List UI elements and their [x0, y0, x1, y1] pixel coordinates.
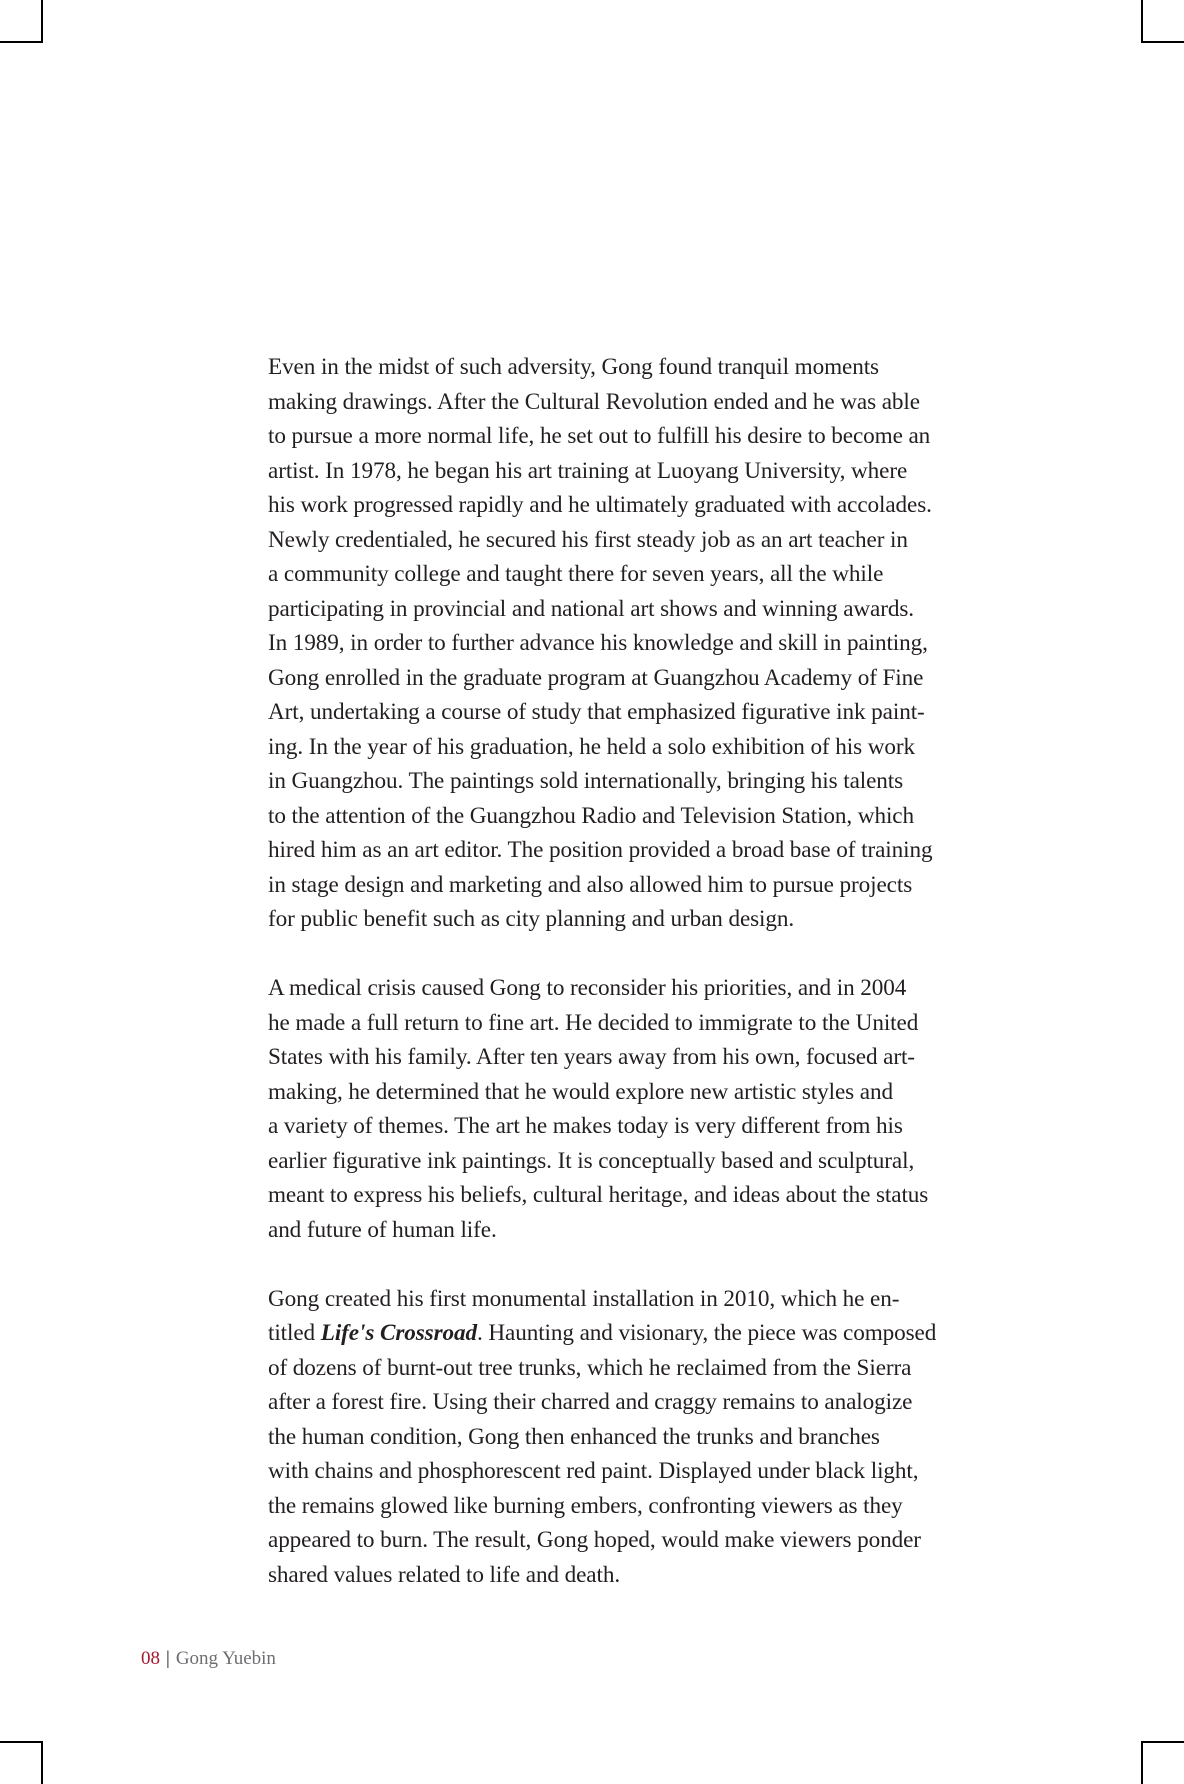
text-line: Art, undertaking a course of study that emphasized figurative ink paint-: [268, 699, 925, 725]
text-line: the remains glowed like burning embers, confronting viewers as they: [268, 1492, 903, 1519]
artwork-title: Life's Crossroad: [320, 1320, 477, 1346]
text-line: Even in the midst of such adversity, Gong found tranquil moments: [268, 354, 879, 380]
paragraph: [268, 971, 1041, 1247]
text-line: earlier figurative ink paintings. It is conceptually based and sculptural,: [268, 1147, 915, 1174]
text-line: Gong enrolled in the graduate program at Guangzhou Academy of Fine: [268, 664, 924, 691]
text-fragment: . Haunting and visionary, the piece was composed: [476, 1320, 937, 1346]
text-line: after a forest fire. Using their charred and craggy remains to analogize: [268, 1389, 913, 1415]
crop-mark-bottom-left: [0, 1741, 43, 1784]
text-line: making drawings. After the Cultural Revolution ended and he was able: [268, 388, 920, 415]
text-line: and future of human life.: [268, 1216, 497, 1243]
text-fragment: titled: [268, 1320, 321, 1346]
text-line: to pursue a more normal life, he set out to fulfill his desire to become an: [268, 423, 931, 449]
text-line: making, he determined that he would explore new artistic styles and: [268, 1078, 893, 1105]
crop-mark-top-left: [0, 0, 43, 43]
crop-mark-bottom-right: [1141, 1741, 1184, 1784]
body-text: [268, 350, 1041, 1627]
text-line: appeared to burn. The result, Gong hoped, would make viewers ponder: [268, 1527, 921, 1553]
running-title: Gong Yuebin: [175, 1648, 276, 1669]
text-line: Gong created his first monumental installation in 2010, which he en-: [268, 1285, 900, 1312]
text-line: a community college and taught there for seven years, all the while: [268, 561, 884, 587]
text-line: in Guangzhou. The paintings sold internationally, bringing his talents: [268, 768, 904, 794]
text-line: ing. In the year of his graduation, he held a solo exhibition of his work: [268, 733, 915, 760]
text-line: meant to express his beliefs, cultural heritage, and ideas about the status: [268, 1182, 929, 1208]
text-line: for public benefit such as city planning and urban design.: [268, 906, 795, 932]
text-line: States with his family. After ten years away from his own, focused art-: [268, 1044, 915, 1070]
paragraph: [268, 350, 1041, 937]
footer-separator: |: [166, 1648, 170, 1669]
text-line: to the attention of the Guangzhou Radio and Television Station, which: [268, 802, 914, 829]
page-footer: [141, 1647, 276, 1671]
text-line: a variety of themes. The art he makes today is very different from his: [268, 1113, 903, 1139]
text-line: In 1989, in order to further advance his knowledge and skill in painting,: [268, 630, 928, 656]
text-line: artist. In 1978, he began his art training at Luoyang University, where: [268, 457, 908, 484]
crop-mark-top-right: [1141, 0, 1184, 43]
text-line: he made a full return to fine art. He decided to immigrate to the United: [268, 1009, 919, 1036]
text-line: shared values related to life and death.: [268, 1561, 621, 1588]
text-line: Newly credentialed, he secured his first steady job as an art teacher in: [268, 526, 908, 553]
page-number: 08: [141, 1648, 160, 1669]
text-line: participating in provincial and national art shows and winning awards.: [268, 595, 914, 622]
text-line: of dozens of burnt-out tree trunks, which he reclaimed from the Sierra: [268, 1354, 912, 1381]
text-line: the human condition, Gong then enhanced the trunks and branches: [268, 1423, 880, 1450]
text-line: with chains and phosphorescent red paint. Displayed under black light,: [268, 1458, 919, 1484]
text-line: [268, 1316, 1041, 1351]
text-line: his work progressed rapidly and he ultimately graduated with accolades.: [268, 492, 932, 518]
text-line: hired him as an art editor. The position provided a broad base of training: [268, 837, 933, 863]
text-line: A medical crisis caused Gong to reconsider his priorities, and in 2004: [268, 975, 907, 1001]
paragraph: [268, 1282, 1041, 1593]
text-line: in stage design and marketing and also allowed him to pursue projects: [268, 871, 913, 898]
